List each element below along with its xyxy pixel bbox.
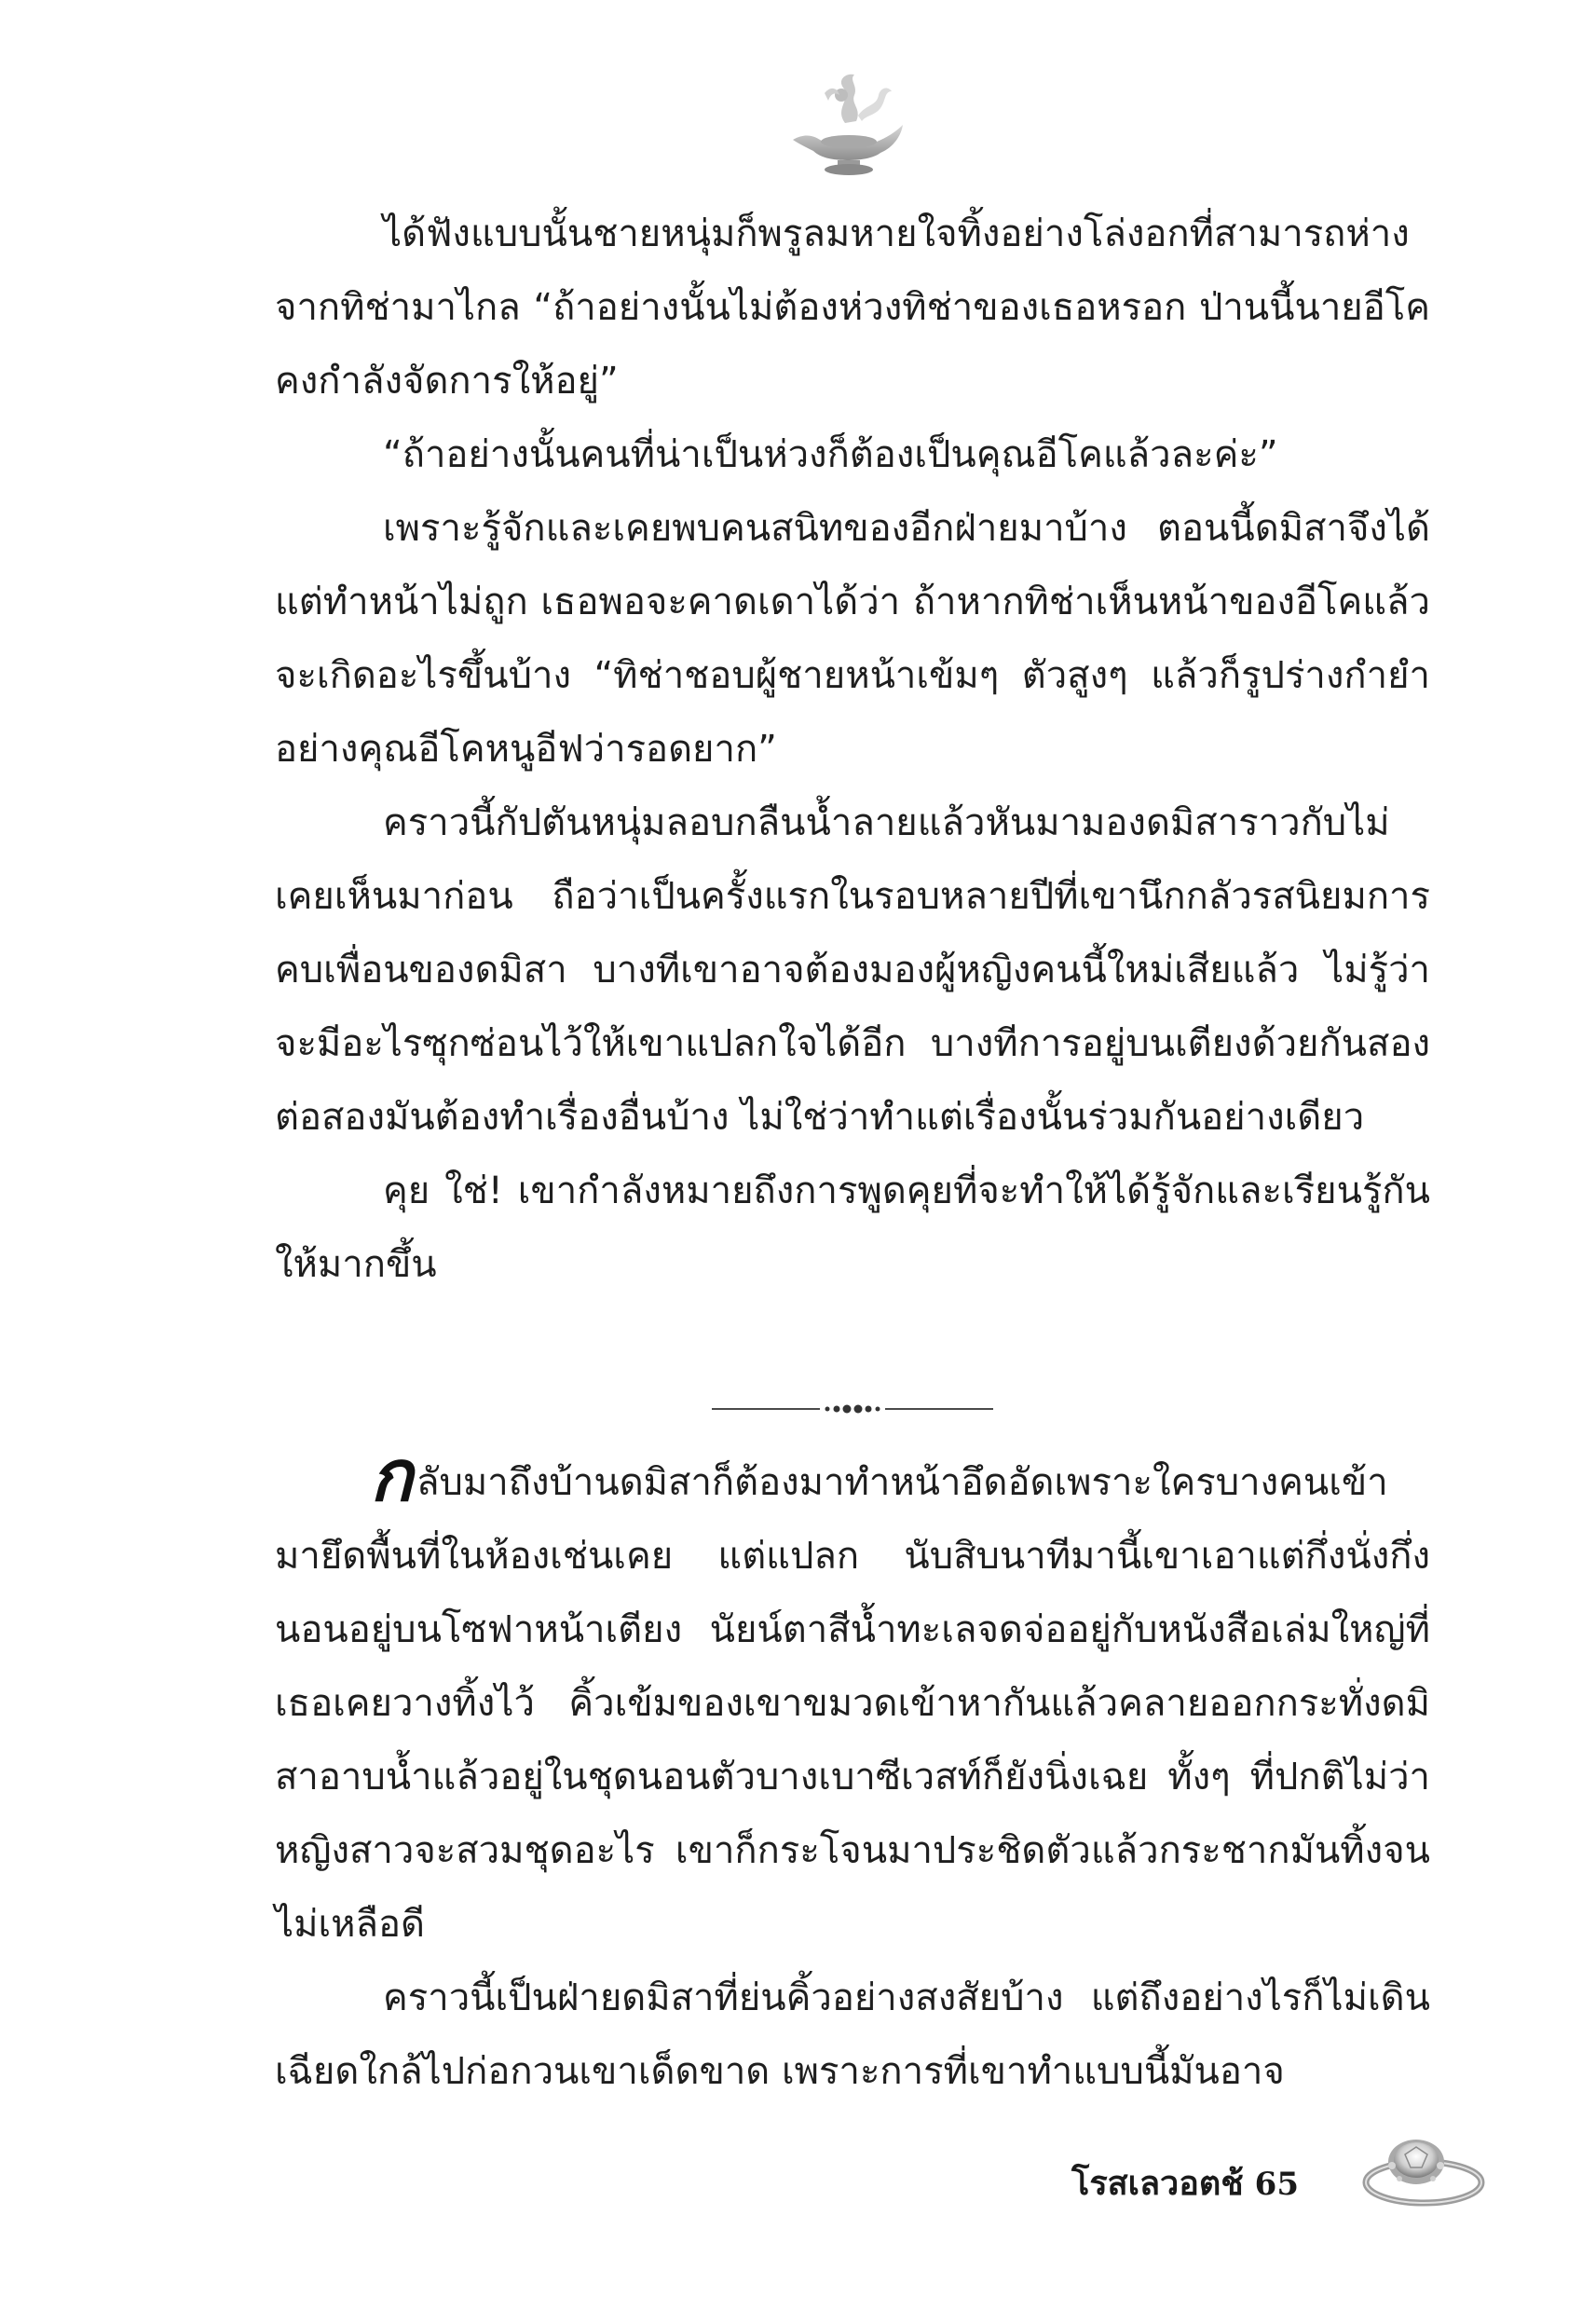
book-title: โรสเลวอตช้ [1071, 2164, 1244, 2203]
genie-lamp-icon [787, 67, 908, 177]
paragraph: คราวนี้เป็นฝ่ายดมิสาที่ย่นคิ้วอย่างสงสัยบ้าง แต่ถึงอย่างไรก็ไม่เดินเฉียดใกล้ไปก่อกวนเขาเด็ดขาด เพราะการที่เขาทำแบบนี้มันอาจ [275, 1976, 1430, 2093]
section-1-text [275, 198, 1430, 1302]
footer-title [1071, 2156, 1299, 2209]
paragraph-text: ลับมาถึงบ้านดมิสาก็ต้องมาทำหน้าอึดอัดเพราะใครบางคนเข้ามายึดพื้นที่ในห้องเช่นเคย แต่แปลก นับสิบนาทีมานี้เขาเอาแต่กึ่งนั่งกึ่งนอนอยู่บนโซฟาหน้าเตียง นัยน์ตาสีน้ำทะเลจดจ่ออยู่กับหนังสือเล่มใหญ่ที่เธอเคยวางทิ้งไว้ คิ้วเข้มของเขาขมวดเข้าหากันแล้วคลายออกกระทั่งดมิสาอาบน้ำแล้วอยู่ในชุดนอนตัวบางเบาซีเวสท์ก็ยังนิ่งเฉย ทั้งๆ ที่ปกติไม่ว่าหญิงสาวจะสวมชุดอะไร เขาก็กระโจนมาประชิดตัวแล้วกระชากมันทิ้งจนไม่เหลือดี [275, 1461, 1430, 1946]
ornamental-divider [708, 1398, 997, 1420]
drop-cap: ก [370, 1434, 414, 1517]
paragraph: ได้ฟังแบบนั้นชายหนุ่มก็พรูลมหายใจทิ้งอย่างโล่งอกที่สามารถห่างจากทิช่ามาไกล “ถ้าอย่างนั้นไม่ต้องห่วงทิช่าของเธอหรอก ป่านนี้นายอีโคคงกำลังจัดการให้อยู่” [275, 212, 1430, 403]
section-2-text [275, 1434, 1430, 2109]
dropcap-paragraph [275, 1434, 1430, 1962]
paragraph: “ถ้าอย่างนั้นคนที่น่าเป็นห่วงก็ต้องเป็นคุณอีโคแล้วละค่ะ” [383, 433, 1278, 476]
paragraph: เพราะรู้จักและเคยพบคนสนิทของอีกฝ่ายมาบ้าง ตอนนี้ดมิสาจึงได้แต่ทำหน้าไม่ถูก เธอพอจะคาดเดาได้ว่า ถ้าหากทิช่าเห็นหน้าของอีโคแล้วจะเกิดอะไรขึ้นบ้าง “ทิช่าชอบผู้ชายหน้าเข้มๆ ตัวสูงๆ แล้วก็รูปร่างกำยำ อย่างคุณอีโคหนูอีฟว่ารอดยาก” [275, 507, 1430, 771]
paragraph: คราวนี้กัปตันหนุ่มลอบกลืนน้ำลายแล้วหันมามองดมิสาราวกับไม่เคยเห็นมาก่อน ถือว่าเป็นครั้งแรกในรอบหลายปีที่เขานึกกลัวรสนิยมการคบเพื่อนของดมิสา บางทีเขาอาจต้องมองผู้หญิงคนนี้ใหม่เสียแล้ว ไม่รู้ว่าจะมีอะไรซุกซ่อนไว้ให้เขาแปลกใจได้อีก บางทีการอยู่บนเตียงด้วยกันสองต่อสองมันต้องทำเรื่องอื่นบ้าง ไม่ใช่ว่าทำแต่เรื่องนั้นร่วมกันอย่างเดียว [275, 801, 1430, 1139]
page-footer [1071, 2125, 1463, 2218]
paragraph: คุย ใช่! เขากำลังหมายถึงการพูดคุยที่จะทำให้ได้รู้จักและเรียนรู้กันให้มากขึ้น [275, 1169, 1430, 1286]
diamond-ring-icon [1351, 2125, 1491, 2218]
page-number: 65 [1254, 2166, 1299, 2203]
